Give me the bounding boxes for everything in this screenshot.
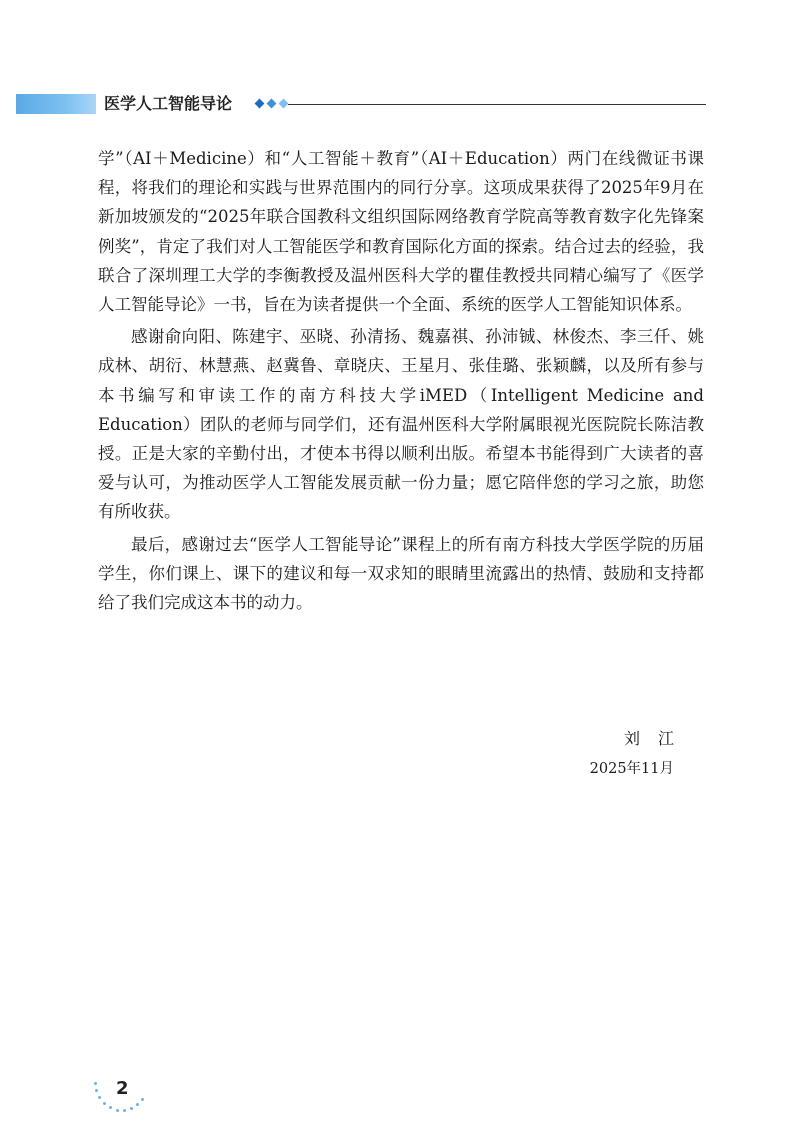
running-header xyxy=(16,92,706,118)
diamond-icon xyxy=(255,99,265,109)
signature-date: 2025年11月 xyxy=(589,761,674,777)
diamond-ornament-icon xyxy=(254,98,289,109)
paragraph-acknowledgements: 感谢俞向阳、陈建宇、巫晓、孙清扬、魏嘉祺、孙沛铖、林俊杰、李三仟、姚成林、胡衍、林慧燕、赵冀鲁、章晓庆、王星月、张佳璐、张颖麟，以及所有参与本书编写和审读工作的南方科技大学iMED（Intelligent Medicine and Education）团队的老师与同学们，还有温州医科大学附属眼视光医院院长陈洁教授。正是大家的辛勤付出，才使本书得以顺利出版。希望本书能得到广大读者的喜爱与认可，为推动医学人工智能发展贡献一份力量；愿它陪伴您的学习之旅，助您有所收获。 xyxy=(98,327,704,522)
header-rule xyxy=(288,104,706,105)
page-footer xyxy=(90,1074,150,1114)
book-title: 医学人工智能导论 xyxy=(104,94,233,113)
signature-block xyxy=(589,724,692,784)
header-accent-bar xyxy=(16,94,96,114)
diamond-icon xyxy=(267,99,277,109)
paragraph-continued: 学”（AI＋Medicine）和“人工智能＋教育”（AI＋Education）两门在线微证书课程，将我们的理论和实践与世界范围内的同行分享。这项成果获得了2025年9月在新加坡颁发的“2025年联合国教科文组织国际网络教育学院高等教育数字化先锋案例奖”，肯定了我们对人工智能医学和教育国际化方面的探索。结合过去的经验，我联合了深圳理工大学的李衡教授及温州医科大学的瞿佳教授共同精心编写了《医学人工智能导论》一书，旨在为读者提供一个全面、系统的医学人工智能知识体系。 xyxy=(98,149,704,315)
paragraph-closing: 最后，感谢过去“医学人工智能导论”课程上的所有南方科技大学医学院的历届学生，你们课上、课下的建议和每一双求知的眼睛里流露出的热情、鼓励和支持都给了我们完成这本书的动力。 xyxy=(98,534,704,613)
diamond-icon xyxy=(279,99,289,109)
page-number: 2 xyxy=(116,1078,129,1099)
preface-body xyxy=(98,144,704,620)
author-name: 刘江 xyxy=(623,729,692,748)
